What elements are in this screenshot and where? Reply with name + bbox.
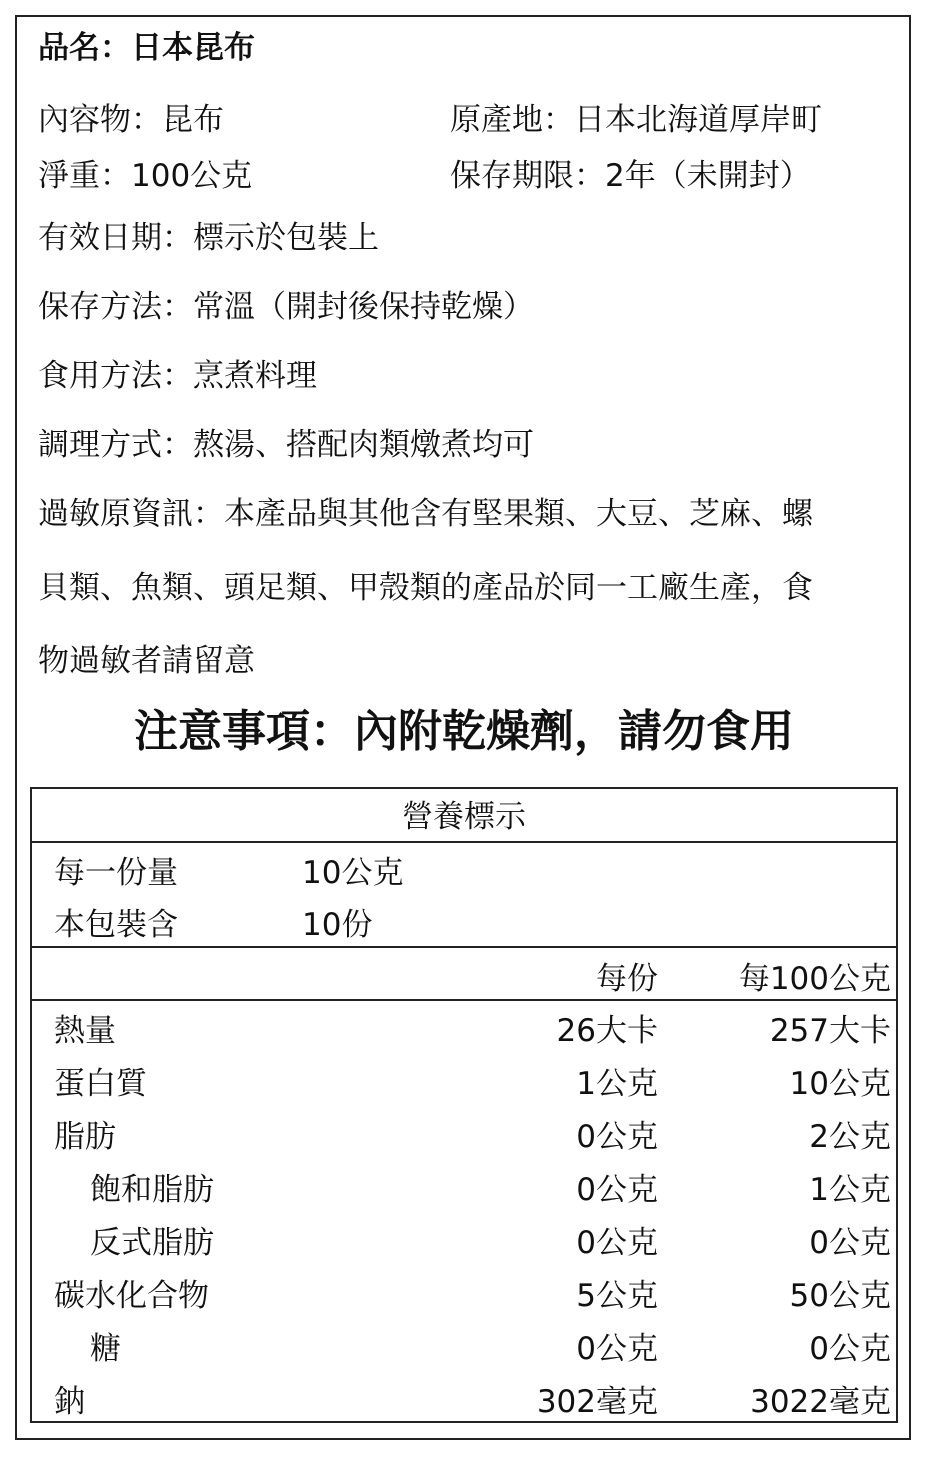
origin: 原產地：日本北海道厚岸町	[450, 102, 822, 138]
warning-notice: 注意事項：內附乾燥劑，請勿食用	[134, 706, 794, 757]
divider	[32, 946, 896, 948]
nutrient-per-100g: 3022毫克	[750, 1384, 891, 1420]
servings-per-package-label: 本包裝含	[54, 907, 178, 943]
nutrient-per-100g: 257大卡	[769, 1013, 891, 1049]
servings-per-package-value: 10份	[302, 907, 373, 943]
nutrient-per-100g: 50公克	[789, 1278, 891, 1314]
column-header-per-100g: 每100公克	[738, 961, 891, 997]
storage-method: 保存方法：常溫（開封後保持乾燥）	[38, 289, 534, 325]
net-weight: 淨重：100公克	[38, 158, 253, 194]
nutrient-per-serving: 302毫克	[536, 1384, 658, 1420]
nutrient-per-100g: 1公克	[809, 1172, 891, 1208]
nutrient-name: 蛋白質	[54, 1066, 147, 1102]
nutrient-per-serving: 5公克	[576, 1278, 658, 1314]
serving-size-value: 10公克	[302, 855, 404, 891]
allergen-info-line2: 貝類、魚類、頭足類、甲殼類的產品於同一工廠生產，食	[38, 570, 813, 606]
shelf-life: 保存期限：2年（未開封）	[450, 158, 811, 194]
nutrition-facts-table	[30, 787, 898, 1423]
nutrient-per-serving: 1公克	[576, 1066, 658, 1102]
nutrient-per-serving: 26大卡	[556, 1013, 658, 1049]
divider	[32, 841, 896, 843]
nutrient-name: 糖	[90, 1331, 121, 1367]
nutrient-per-100g: 2公克	[809, 1119, 891, 1155]
product-name: 品名：日本昆布	[38, 30, 255, 66]
nutrition-title: 營養標示	[402, 799, 526, 835]
column-header-per-serving: 每份	[596, 961, 658, 997]
nutrient-per-serving: 0公克	[576, 1225, 658, 1261]
nutrient-per-100g: 10公克	[789, 1066, 891, 1102]
nutrient-name: 鈉	[54, 1384, 85, 1420]
nutrient-name: 熱量	[54, 1013, 116, 1049]
usage-method: 食用方法：烹煮料理	[38, 358, 317, 394]
nutrient-per-serving: 0公克	[576, 1119, 658, 1155]
serving-size-label: 每一份量	[54, 855, 178, 891]
nutrient-per-100g: 0公克	[809, 1225, 891, 1261]
contents: 內容物：昆布	[38, 102, 224, 138]
allergen-info-line1: 過敏原資訊：本產品與其他含有堅果類、大豆、芝麻、螺	[38, 496, 813, 532]
expiry-date: 有效日期：標示於包裝上	[38, 220, 379, 256]
allergen-info-line3: 物過敏者請留意	[38, 643, 255, 679]
nutrient-name: 脂肪	[54, 1119, 116, 1155]
nutrient-per-100g: 0公克	[809, 1331, 891, 1367]
nutrient-per-serving: 0公克	[576, 1172, 658, 1208]
nutrient-name: 飽和脂肪	[90, 1172, 214, 1208]
cooking-method: 調理方式：熬湯、搭配肉類燉煮均可	[38, 427, 534, 463]
nutrient-name: 碳水化合物	[54, 1278, 209, 1314]
nutrient-name: 反式脂肪	[90, 1225, 214, 1261]
nutrient-per-serving: 0公克	[576, 1331, 658, 1367]
divider	[32, 999, 896, 1001]
